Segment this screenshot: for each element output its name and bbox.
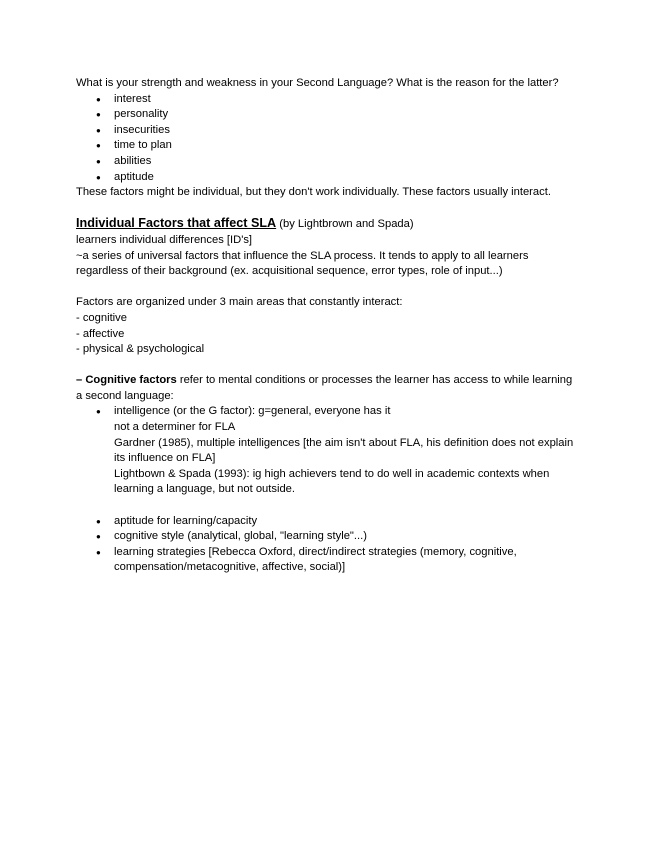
section-line-1: learners individual differences [ID's] (76, 233, 253, 246)
section-line-2: ~a series of universal factors that influence the SLA process. It tends to apply to all learners regardless of their background (ex. acquisitional sequence, error types, role of input...) (76, 249, 529, 278)
cognitive-list-2 (76, 514, 581, 576)
intelligence-main: ● intelligence (or the G factor): g=general, everyone has it (114, 405, 391, 418)
spacer (76, 358, 581, 374)
area-item: - cognitive (76, 311, 127, 324)
cognitive-label: Cognitive factors (85, 374, 177, 387)
cognitive-list (76, 404, 581, 498)
factor-item: ● aptitude (76, 170, 581, 186)
factor-item: ● abilities (76, 154, 581, 170)
cognitive-dash: – (76, 374, 86, 387)
intelligence-sub-3: Lightbown & Spada (1993): ig high achievers tend to do well in academic contexts when learning a language, but not outside. (114, 467, 550, 496)
area-item: - affective (76, 327, 125, 340)
spacer (76, 280, 581, 296)
factor-item: ● interest (76, 92, 581, 108)
cognitive-item: ● cognitive style (analytical, global, "learning style"...) (76, 529, 581, 545)
intro-question: What is your strength and weakness in your Second Language? What is the reason for the latter? (76, 77, 559, 89)
intelligence-sub-1: not a determiner for FLA (114, 421, 236, 434)
cognitive-item: ● learning strategies [Rebecca Oxford, direct/indirect strategies (memory, cognitive, compensation/metacognitive, affective, social)] (76, 545, 581, 576)
factor-item: ● insecurities (76, 123, 581, 139)
spacer (76, 498, 581, 514)
cognitive-text: refer to mental conditions or processes the learner has access to while learning a second language: (76, 374, 573, 402)
intro-note: These factors might be individual, but they don't work individually. These factors usually interact. (76, 186, 551, 199)
factor-list (76, 92, 581, 186)
intelligence-sub-2: Gardner (1985), multiple intelligences [the aim isn't about FLA, his definition does not explain its influence on FLA] (114, 436, 574, 465)
spacer (76, 201, 581, 217)
factor-item: ● time to plan (76, 138, 581, 154)
factor-item: ● personality (76, 107, 581, 123)
section-byline: (by Lightbrown and Spada) (276, 218, 414, 231)
document-body (76, 76, 581, 576)
section-heading-line (76, 216, 581, 233)
areas-intro: Factors are organized under 3 main areas that constantly interact: (76, 296, 403, 309)
intelligence-item (76, 404, 581, 498)
cognitive-item: ● aptitude for learning/capacity (76, 514, 581, 530)
cognitive-paragraph (76, 373, 581, 404)
section-title: Individual Factors that affect SLA (76, 216, 277, 231)
area-item: - physical & psychological (76, 343, 205, 356)
